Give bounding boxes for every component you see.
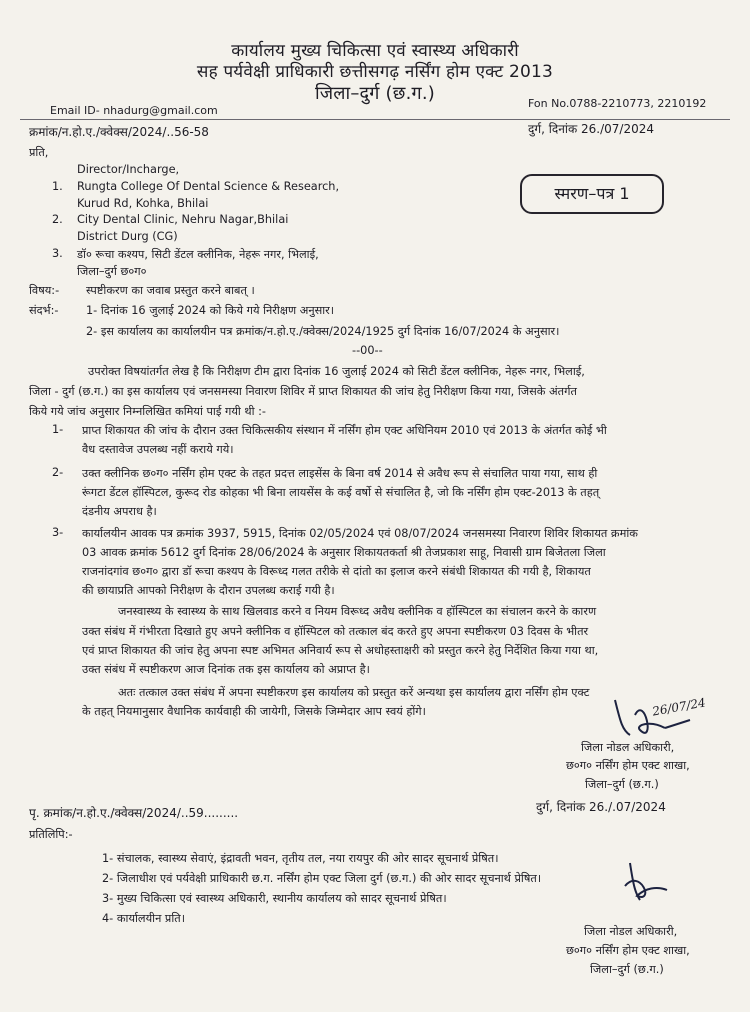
recipient-line: डॉ० रूचा कश्यप, सिटी डेंटल क्लीनिक, नेहरू नगर, भिलाई,	[77, 248, 319, 261]
reference-item: 2- इस कार्यालय का कार्यालयीन पत्र क्रमांक/न.हो.ए./क्वेक्स/2024/1925 दुर्ग दिनांक 16/07/2024 के अनुसार।	[86, 325, 560, 338]
recipient-number: 3.	[52, 247, 63, 260]
phone-text: Fon No.0788-2210773, 2210192	[528, 97, 707, 110]
recipient-line: City Dental Clinic, Nehru Nagar,Bhilai	[77, 213, 289, 226]
letter-date: दुर्ग, दिनांक 26./07/2024	[528, 122, 655, 136]
body-line: उक्त संबंध में गंभीरता दिखाते हुए अपने क्लीनिक व हॉस्पिटल को तत्काल बंद करते हुए अपना स्पष्टीकरण 03 दिवस के भीतर	[82, 625, 589, 638]
recipient-line: Rungta College Of Dental Science & Research,	[77, 180, 340, 193]
body-line: अतः तत्काल उक्त संबंध में अपना स्पष्टीकरण इस कार्यालय को प्रस्तुत करें अन्यथा इस कार्यालय द्वारा नर्सिंग होम एक्ट	[118, 686, 590, 699]
signatory-branch: छ०ग० नर्सिंग होम एक्ट शाखा,	[566, 944, 690, 957]
recipient-line: जिला–दुर्ग छ०ग०	[77, 265, 147, 278]
point-number: 1-	[52, 423, 64, 436]
body-line: जिला - दुर्ग (छ.ग.) का इस कार्यालय एवं जनसमस्या निवारण शिविर में प्राप्त शिकायत की जांच हेतु निरीक्षण किया गया, जिसके अंतर्गत	[29, 385, 577, 398]
signature-date: 26/07/24	[651, 695, 707, 719]
copy-item: 3- मुख्य चिकित्सा एवं स्वास्थ्य अधिकारी, स्थानीय कार्यालय को सादर सूचनार्थ प्रेषित।	[102, 892, 447, 905]
body-line: उक्त संबंध में स्पष्टीकरण आज दिनांक तक इस कार्यालय को अप्राप्त है।	[82, 663, 370, 676]
signatory-title: जिला नोडल अधिकारी,	[584, 925, 678, 938]
recipient-line: District Durg (CG)	[77, 230, 178, 243]
point-line: प्राप्त शिकायत की जांच के दौरान उक्त चिकित्सकीय संस्थान में नर्सिंग होम एक्ट अधिनियम 2010 एवं 2013 के अंतर्गत कोई भी	[82, 424, 607, 437]
signatory-district: जिला–दुर्ग (छ.ग.)	[590, 963, 664, 976]
point-line: रूंगटा डेंटल हॉस्पिटल, कुरूद रोड कोहका भी बिना लायसेंस के कई वर्षो से संचालित है, जो कि नर्सिंग होम एक्ट-2013 के तहत्	[82, 486, 600, 499]
point-line: वैध दस्तावेज उपलब्ध नहीं कराये गये।	[82, 443, 234, 456]
reference-number: क्रमांक/न.हो.ए./क्वेक्स/2024/..56-58	[29, 125, 209, 139]
body-line: उपरोक्त विषयांतर्गत लेख है कि निरीक्षण टीम द्वारा दिनांक 16 जुलाई 2024 को सिटी डेंटल क्लीनिक, नेहरू नगर, भिलाई,	[88, 365, 585, 378]
recipient-line: Kurud Rd, Kohka, Bhilai	[77, 197, 209, 210]
reference-label: संदर्भ:-	[29, 304, 59, 317]
signatory-district: जिला–दुर्ग (छ.ग.)	[585, 778, 659, 791]
director-label: Director/Incharge,	[77, 163, 180, 176]
point-line: राजनांदगांव छ०ग० द्वारा डॉ रूचा कश्यप के विरूध्द गलत तरीके से दांतो का इलाज करने संबंधी शिकायत की गयी है, शिकायत	[82, 565, 591, 578]
point-line: कार्यालयीन आवक पत्र क्रमांक 3937, 5915, दिनांक 02/05/2024 एवं 08/07/2024 जनसमस्या निवारण शिविर शिकायत क्रमांक	[82, 527, 638, 540]
district-title: जिला–दुर्ग (छ.ग.)	[315, 83, 435, 104]
endorsement-number: पृ. क्रमांक/न.हो.ए./क्वेक्स/2024/..59.........	[29, 806, 239, 820]
signatory-title: जिला नोडल अधिकारी,	[581, 741, 675, 754]
reference-item: 1- दिनांक 16 जुलाई 2024 को किये गये निरीक्षण अनुसार।	[86, 304, 335, 317]
subject-label: विषय:-	[29, 284, 60, 297]
separator-mark: --00--	[352, 344, 383, 357]
reminder-badge: स्मरण–पत्र 1	[520, 174, 664, 214]
copy-label: प्रतिलिपि:-	[29, 828, 73, 841]
point-line: दंडनीय अपराध है।	[82, 505, 157, 518]
signatory-branch: छ०ग० नर्सिंग होम एक्ट शाखा,	[566, 759, 690, 772]
copy-item: 2- जिलाधीश एवं पर्यवेक्षी प्राधिकारी छ.ग. नर्सिंग होम एक्ट जिला दुर्ग (छ.ग.) की ओर सादर सूचनार्थ प्रेषित।	[102, 872, 542, 885]
prati-label: प्रति,	[29, 146, 49, 159]
body-line: जनस्वास्थ्य के स्वास्थ्य के साथ खिलवाड करने व नियम विरूध्द अवैध क्लीनिक व हॉस्पिटल का संचालन करने के कारण	[118, 605, 597, 618]
point-line: 03 आवक क्रमांक 5612 दुर्ग दिनांक 28/06/2024 के अनुसार शिकायतकर्ता श्री तेजप्रकाश साहू, निवासी ग्राम बिजेतला जिला	[82, 546, 606, 559]
email-text: Email ID- nhadurg@gmail.com	[50, 104, 218, 117]
recipient-number: 2.	[52, 213, 63, 226]
signature-scribble	[615, 858, 675, 918]
point-number: 2-	[52, 466, 64, 479]
point-line: की छायाप्रति आपको निरीक्षण के दौरान उपलब्ध कराई गयी है।	[82, 584, 335, 597]
copy-item: 4- कार्यालयीन प्रति।	[102, 912, 186, 925]
point-line: उक्त क्लीनिक छ०ग० नर्सिंग होम एक्ट के तहत प्रदत्त लाइसेंस के बिना वर्ष 2014 से अवैध रूप से संचालित पाया गया, साथ ही	[82, 467, 598, 480]
subject-text: स्पष्टीकरण का जवाब प्रस्तुत करने बाबत् ।	[86, 284, 255, 297]
office-subtitle: सह पर्यवेक्षी प्राधिकारी छत्तीसगढ़ नर्सिंग होम एक्ट 2013	[196, 62, 554, 82]
body-line: के तहत् नियमानुसार वैधानिक कार्यवाही की जायेगी, जिसके जिम्मेदार आप स्वयं होंगे।	[82, 705, 426, 718]
copy-item: 1- संचालक, स्वास्थ्य सेवाएं, इंद्रावती भवन, तृतीय तल, नया रायपुर की ओर सादर सूचनार्थ प्रेषित।	[102, 852, 499, 865]
endorsement-date: दुर्ग, दिनांक 26./.07/2024	[536, 800, 666, 814]
body-line: किये गये जांच अनुसार निम्नलिखित कमियां पाई गयी थी :-	[29, 405, 267, 418]
body-line: एवं प्राप्त शिकायत की जांच हेतु अपना स्पष्ट अभिमत अनिवार्य रूप से अधोहस्ताक्षरी को प्रस्तुत करने हेतु निर्देशित किया गया था,	[82, 644, 599, 657]
point-number: 3-	[52, 526, 64, 539]
office-title: कार्यालय मुख्य चिकित्सा एवं स्वास्थ्य अधिकारी	[231, 41, 519, 61]
recipient-number: 1.	[52, 180, 63, 193]
